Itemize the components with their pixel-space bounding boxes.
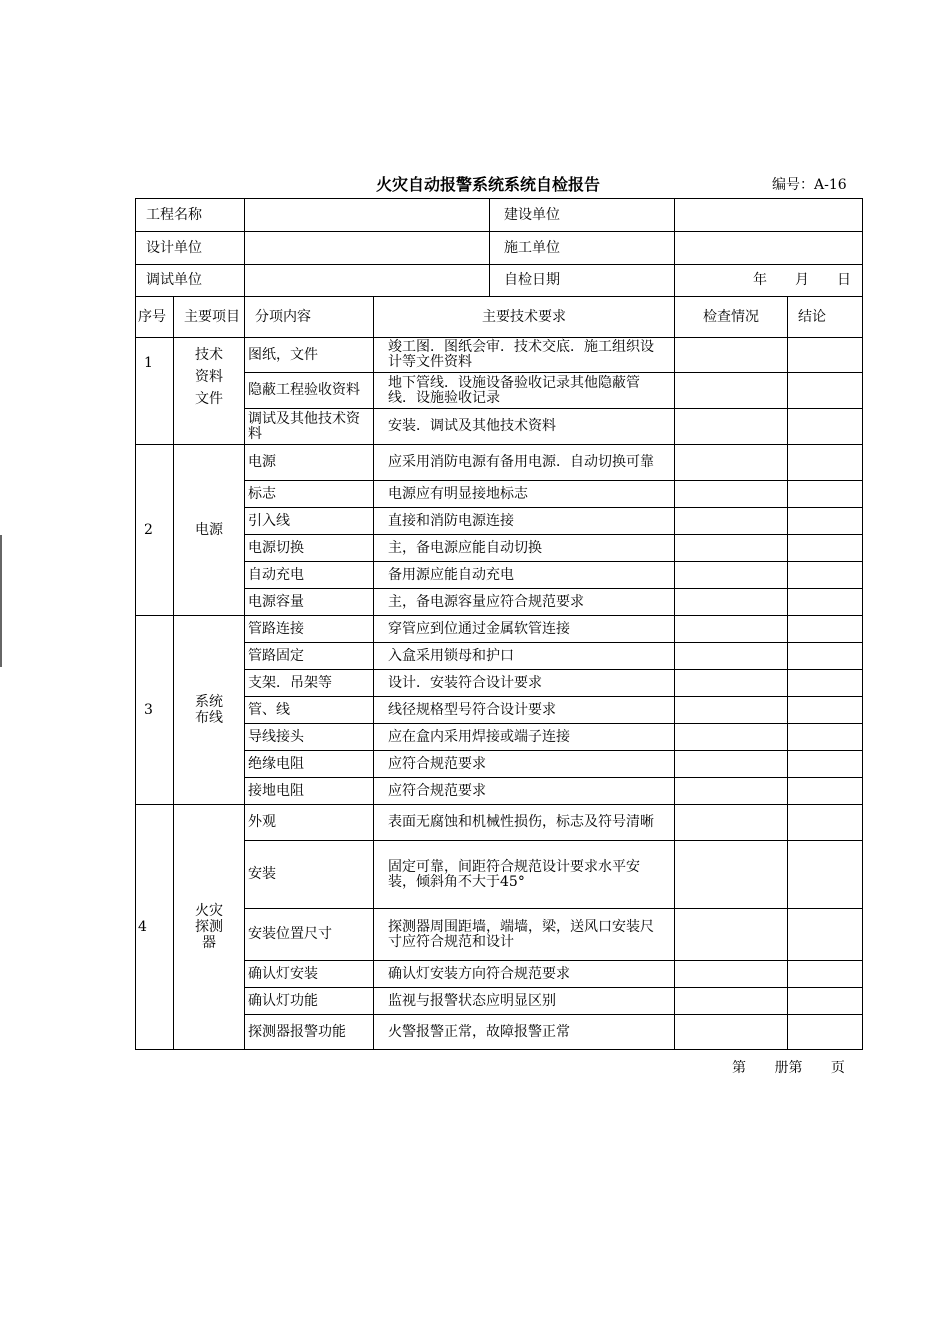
table-row [136, 445, 863, 481]
sub-item: 导线接头 [245, 724, 374, 751]
sub-item: 隐蔽工程验收资料 [245, 373, 374, 409]
conclusion-field[interactable] [788, 445, 863, 481]
check-result-field[interactable] [675, 508, 788, 535]
requirement: 安装．调试及其他技术资料 [374, 409, 675, 445]
check-result-field[interactable] [675, 841, 788, 909]
table-row [136, 562, 863, 589]
sub-item: 安装位置尺寸 [245, 909, 374, 961]
requirement: 确认灯安装方向符合规范要求 [374, 961, 675, 988]
conclusion-field[interactable] [788, 338, 863, 373]
check-result-field[interactable] [675, 562, 788, 589]
table-row [136, 373, 863, 409]
requirement: 备用源应能自动充电 [374, 562, 675, 589]
debug-unit-label: 调试单位 [136, 265, 245, 297]
conclusion-field[interactable] [788, 481, 863, 508]
report-code: 编号：A-16 [772, 177, 847, 193]
designer-label: 设计单位 [136, 232, 245, 265]
conclusion-field[interactable] [788, 841, 863, 909]
conclusion-field[interactable] [788, 751, 863, 778]
check-result-field[interactable] [675, 481, 788, 508]
check-result-field[interactable] [675, 805, 788, 841]
sub-item: 调试及其他技术资料 [245, 409, 374, 445]
table-row [136, 338, 863, 373]
check-result-field[interactable] [675, 778, 788, 805]
col-req-header: 主要技术要求 [374, 297, 675, 338]
requirement: 应符合规范要求 [374, 751, 675, 778]
sub-item: 电源容量 [245, 589, 374, 616]
check-result-field[interactable] [675, 445, 788, 481]
conclusion-field[interactable] [788, 805, 863, 841]
conclusion-field[interactable] [788, 988, 863, 1015]
requirement: 主，备电源应能自动切换 [374, 535, 675, 562]
conclusion-field[interactable] [788, 562, 863, 589]
conclusion-field[interactable] [788, 409, 863, 445]
constructor-label: 施工单位 [490, 232, 675, 265]
check-result-field[interactable] [675, 988, 788, 1015]
conclusion-field[interactable] [788, 909, 863, 961]
requirement: 应在盒内采用焊接或端子连接 [374, 724, 675, 751]
table-row [136, 961, 863, 988]
footer-ye: 页 [830, 1060, 845, 1076]
col-item-header: 主要项目 [174, 297, 245, 338]
table-row [136, 751, 863, 778]
conclusion-field[interactable] [788, 643, 863, 670]
group-seq: 1 [136, 338, 174, 445]
check-result-field[interactable] [675, 535, 788, 562]
sub-item: 自动充电 [245, 562, 374, 589]
page-edge-mark [0, 535, 2, 667]
table-row [136, 778, 863, 805]
table-row [136, 697, 863, 724]
group-item: 火灾 探测 器 [174, 805, 245, 1050]
sub-item: 管路固定 [245, 643, 374, 670]
check-result-field[interactable] [675, 670, 788, 697]
conclusion-field[interactable] [788, 535, 863, 562]
check-result-field[interactable] [675, 1015, 788, 1050]
report-table [135, 198, 863, 1050]
table-row [136, 909, 863, 961]
project-name-label: 工程名称 [136, 199, 245, 232]
footer-di: 第 [732, 1060, 746, 1076]
table-row [136, 670, 863, 697]
table-row [136, 481, 863, 508]
project-name-field[interactable] [245, 199, 490, 232]
check-result-field[interactable] [675, 697, 788, 724]
column-header-row [136, 297, 863, 338]
col-conclusion-header: 结论 [788, 297, 863, 338]
conclusion-field[interactable] [788, 589, 863, 616]
sub-item: 管路连接 [245, 616, 374, 643]
footer-ce-di: 册第 [774, 1060, 803, 1076]
table-row [136, 535, 863, 562]
check-result-field[interactable] [675, 643, 788, 670]
col-seq-header: 序号 [136, 297, 174, 338]
info-row-3 [136, 265, 863, 297]
check-result-field[interactable] [675, 724, 788, 751]
requirement: 火警报警正常，故障报警正常 [374, 1015, 675, 1050]
table-row [136, 724, 863, 751]
constructor-field[interactable] [675, 232, 863, 265]
check-result-field[interactable] [675, 616, 788, 643]
check-date-label: 自检日期 [490, 265, 675, 297]
conclusion-field[interactable] [788, 1015, 863, 1050]
debug-unit-field[interactable] [245, 265, 490, 297]
check-result-field[interactable] [675, 373, 788, 409]
conclusion-field[interactable] [788, 697, 863, 724]
sub-item: 标志 [245, 481, 374, 508]
requirement: 监视与报警状态应明显区别 [374, 988, 675, 1015]
group-seq: 2 [136, 445, 174, 616]
table-row [136, 643, 863, 670]
requirement: 入盒采用锁母和护口 [374, 643, 675, 670]
info-row-1 [136, 199, 863, 232]
check-result-field[interactable] [675, 961, 788, 988]
check-result-field[interactable] [675, 589, 788, 616]
group-item: 电源 [174, 445, 245, 616]
table-row [136, 409, 863, 445]
sub-item: 电源 [245, 445, 374, 481]
table-row [136, 616, 863, 643]
requirement: 固定可靠，间距符合规范设计要求水平安装，倾斜角不大于45° [374, 841, 675, 909]
table-row [136, 508, 863, 535]
sub-item: 管、线 [245, 697, 374, 724]
requirement: 地下管线．设施设备验收记录其他隐蔽管线．设施验收记录 [374, 373, 675, 409]
table-row [136, 988, 863, 1015]
table-row [136, 805, 863, 841]
requirement: 穿管应到位通过金属软管连接 [374, 616, 675, 643]
builder-field[interactable] [675, 199, 863, 232]
check-result-field[interactable] [675, 409, 788, 445]
info-row-2 [136, 232, 863, 265]
col-check-header: 检查情况 [675, 297, 788, 338]
sub-item: 确认灯功能 [245, 988, 374, 1015]
sub-item: 绝缘电阻 [245, 751, 374, 778]
check-date-field[interactable]: 年 月 日 [675, 265, 863, 297]
table-row [136, 1015, 863, 1050]
check-result-field[interactable] [675, 751, 788, 778]
group-seq: 3 [136, 616, 174, 805]
sub-item: 支架．吊架等 [245, 670, 374, 697]
conclusion-field[interactable] [788, 616, 863, 643]
page-footer [732, 1057, 845, 1077]
requirement: 主，备电源容量应符合规范要求 [374, 589, 675, 616]
requirement: 竣工图．图纸会审．技术交底．施工组织设计等文件资料 [374, 338, 675, 373]
requirement: 设计．安装符合设计要求 [374, 670, 675, 697]
table-row [136, 841, 863, 909]
sub-item: 图纸，文件 [245, 338, 374, 373]
check-result-field[interactable] [675, 909, 788, 961]
requirement: 线径规格型号符合设计要求 [374, 697, 675, 724]
conclusion-field[interactable] [788, 373, 863, 409]
conclusion-field[interactable] [788, 778, 863, 805]
group-seq: 4 [136, 805, 174, 1050]
group-item: 系统 布线 [174, 616, 245, 805]
sub-item: 确认灯安装 [245, 961, 374, 988]
conclusion-field[interactable] [788, 508, 863, 535]
sub-item: 接地电阻 [245, 778, 374, 805]
sub-item: 引入线 [245, 508, 374, 535]
group-item: 技术 资料 文件 [174, 338, 245, 445]
builder-label: 建设单位 [490, 199, 675, 232]
table-row [136, 589, 863, 616]
designer-field[interactable] [245, 232, 490, 265]
sub-item: 外观 [245, 805, 374, 841]
requirement: 探测器周围距墙，端墙，梁，送风口安装尺寸应符合规范和设计 [374, 909, 675, 961]
col-sub-header: 分项内容 [245, 297, 374, 338]
sub-item: 电源切换 [245, 535, 374, 562]
conclusion-field[interactable] [788, 961, 863, 988]
report-title: 火灾自动报警系统系统自检报告 [376, 175, 601, 194]
check-result-field[interactable] [675, 338, 788, 373]
sub-item: 探测器报警功能 [245, 1015, 374, 1050]
requirement: 应采用消防电源有备用电源．自动切换可靠 [374, 445, 675, 481]
requirement: 电源应有明显接地标志 [374, 481, 675, 508]
conclusion-field[interactable] [788, 670, 863, 697]
requirement: 表面无腐蚀和机械性损伤，标志及符号清晰 [374, 805, 675, 841]
requirement: 应符合规范要求 [374, 778, 675, 805]
sub-item: 安装 [245, 841, 374, 909]
requirement: 直接和消防电源连接 [374, 508, 675, 535]
conclusion-field[interactable] [788, 724, 863, 751]
